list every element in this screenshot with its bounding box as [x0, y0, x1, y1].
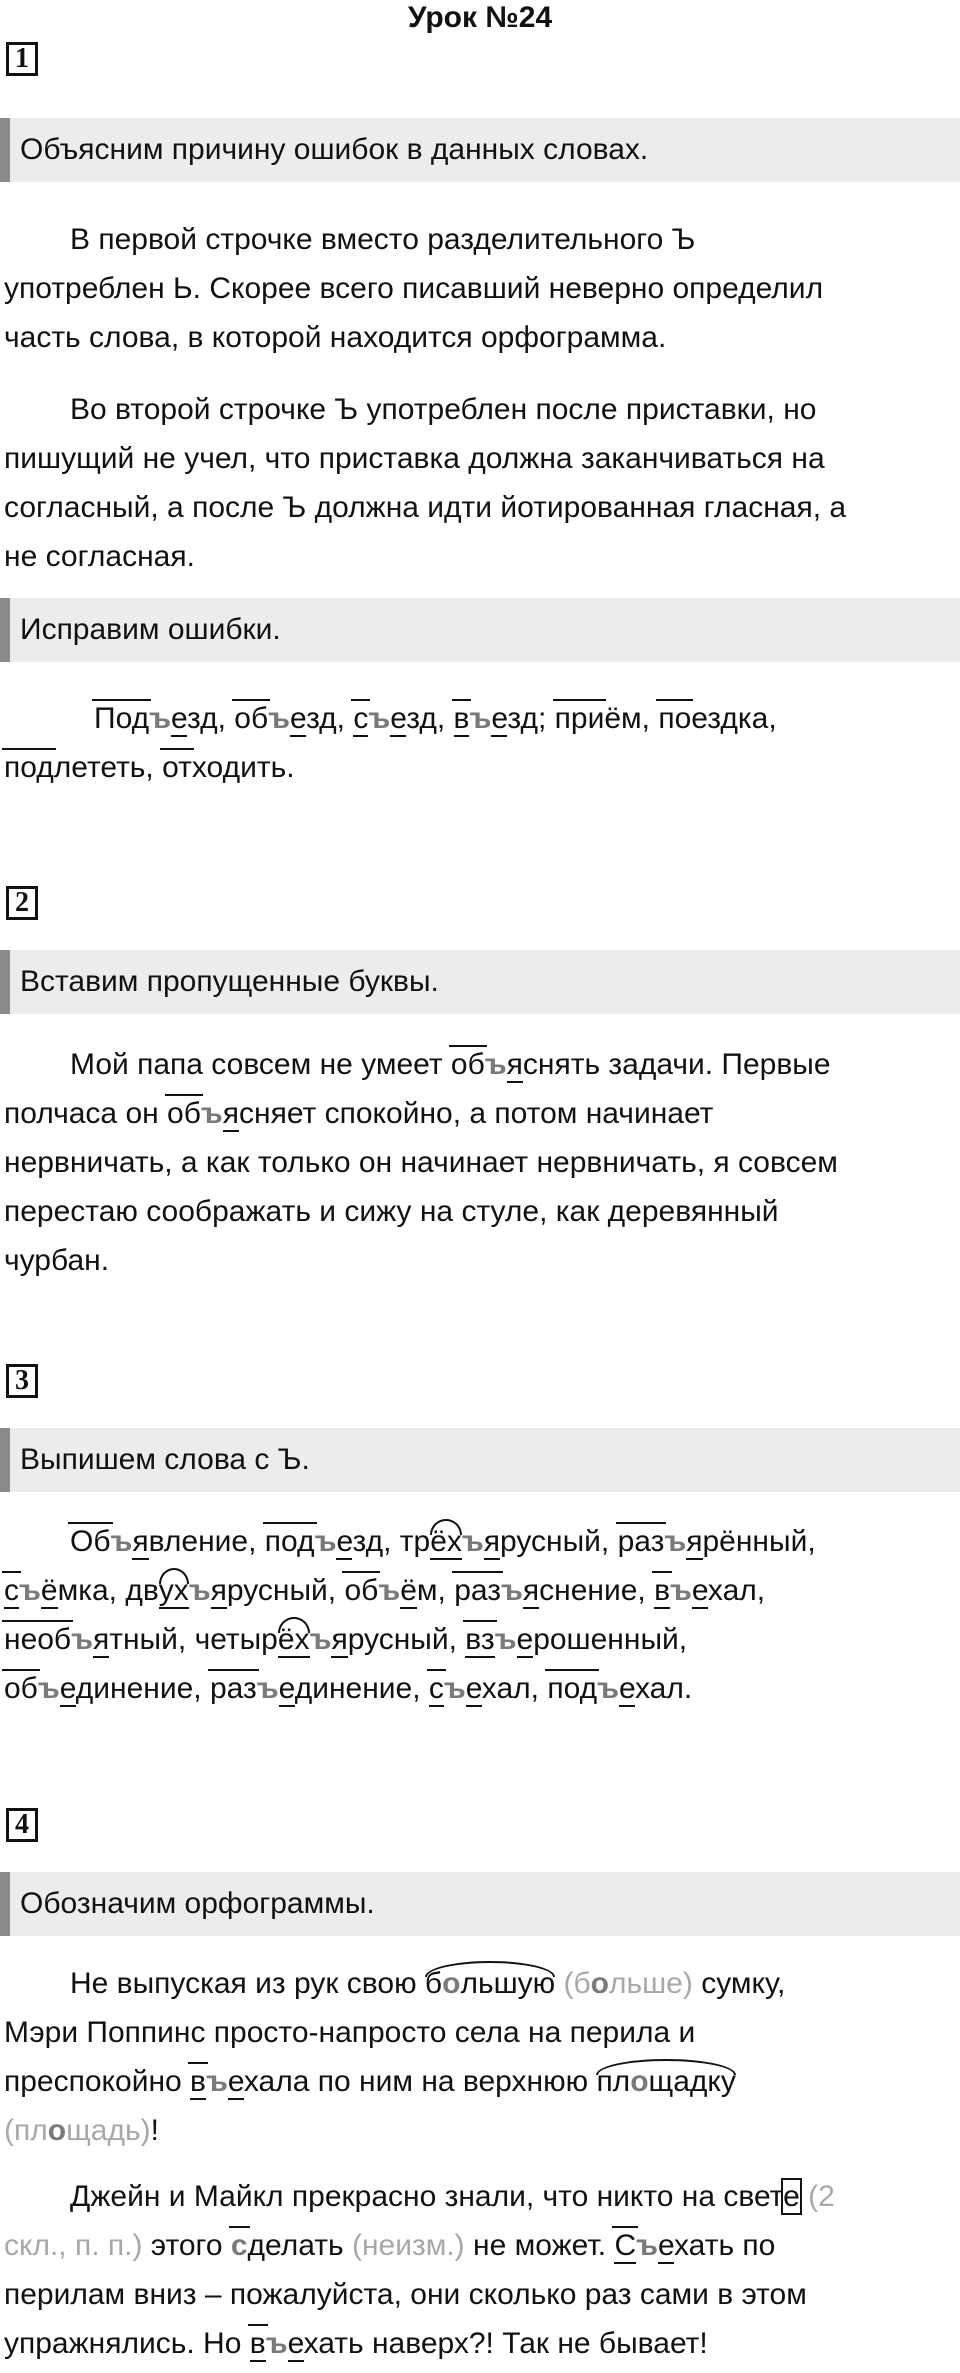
hard-sign: ъ — [378, 1574, 401, 1607]
prefix-mark: вз — [465, 1623, 495, 1656]
word-part: мка, — [57, 1574, 126, 1607]
prefix-mark: об — [344, 1574, 379, 1607]
hard-sign: ъ — [19, 1574, 41, 1607]
underlined-letter: я — [132, 1525, 149, 1558]
check-word — [555, 1967, 693, 2000]
text-line — [4, 1664, 954, 1713]
text-line: В первой строчке вместо разделительного Ъ — [70, 223, 696, 256]
prefix-mark: под — [264, 1525, 315, 1558]
underlined-letter: я — [522, 1574, 540, 1607]
word-part: хал. — [635, 1672, 693, 1705]
word-part: русный, — [226, 1574, 345, 1607]
text-line — [4, 2057, 954, 2106]
underlined-letter: я — [331, 1623, 348, 1656]
word-part: не может. — [464, 2229, 615, 2262]
underlined-letter: е — [59, 1672, 76, 1705]
underlined-letter: я — [686, 1525, 703, 1558]
prefix-mark: с — [4, 1574, 19, 1607]
task-1-instruction-2: Исправим ошибки. — [0, 598, 960, 662]
underlined-letter: е — [691, 1574, 708, 1607]
underlined-letter: е — [465, 1672, 482, 1705]
hard-sign: ъ — [636, 2229, 658, 2262]
text-line: перилам вниз – пожалуйста, они сколько раз сами в этом — [4, 2278, 807, 2311]
prefix-mark: раз — [209, 1672, 257, 1705]
word-part: русный, — [500, 1525, 618, 1558]
root-mark: ёх — [277, 1623, 310, 1656]
prefix-mark: об — [4, 1672, 38, 1705]
hard-sign: ъ — [71, 1623, 93, 1656]
task-4-instruction: Обозначим орфограммы. — [0, 1872, 960, 1936]
text-line — [4, 694, 954, 743]
text-line — [4, 1615, 954, 1664]
underlined-letter: е — [170, 702, 187, 735]
word-part: русный, — [347, 1623, 466, 1656]
underlined-letter: я — [222, 1097, 240, 1130]
text-line — [4, 2319, 954, 2368]
text-line: согласный, а после Ъ должна идти йотированная гласная, а — [4, 491, 847, 524]
text-line: не согласная. — [4, 540, 195, 573]
text-line: употреблен Ь. Скорее всего писавший неверно определил — [4, 272, 824, 305]
prefix-mark: в — [190, 2065, 206, 2098]
vowel-letter: о — [590, 1967, 609, 2000]
hard-sign: ъ — [188, 1574, 211, 1607]
text-line — [4, 1959, 954, 2008]
word-part: ездка, — [691, 702, 777, 735]
prefix-mark: в — [249, 2327, 266, 2360]
underlined-letter: я — [210, 1574, 227, 1607]
hard-sign: ъ — [314, 1525, 337, 1558]
underlined-letter: е — [516, 1623, 534, 1656]
task-4-paragraph-2 — [4, 2172, 954, 2368]
text-line — [4, 1089, 954, 1138]
prefix-mark: об — [234, 702, 269, 735]
task-1-instruction: Объясним причину ошибок в данных словах. — [0, 118, 960, 182]
word-part: Мой папа совсем не умеет — [70, 1048, 451, 1081]
word-part: вление, — [148, 1525, 265, 1558]
word-part: рённый, — [702, 1525, 816, 1558]
word-part: хать наверх?! Так не бывает! — [303, 2327, 708, 2360]
hard-sign: ъ — [501, 1574, 523, 1607]
hard-sign: ъ — [200, 1097, 223, 1130]
task-1-paragraph-2 — [4, 385, 954, 581]
word-part: хал, — [481, 1672, 548, 1705]
prefix-mark: С — [614, 2229, 637, 2262]
word-part: ём, — [604, 702, 659, 735]
ending-box: е — [783, 2180, 800, 2213]
prefix-mark: под — [4, 751, 54, 784]
vowel-letter: о — [442, 1967, 461, 2000]
prefix-mark: с — [353, 702, 369, 735]
underlined-letter: е — [336, 1525, 353, 1558]
hard-sign: ъ — [443, 1672, 466, 1705]
prefix-mark: об — [167, 1097, 201, 1130]
grammar-note: скл., п. п.) — [4, 2229, 143, 2262]
word-part: (пл — [4, 2114, 48, 2147]
underlined-letter: е — [278, 1672, 295, 1705]
underlined-letter: я — [506, 1048, 523, 1081]
task-3-instruction: Выпишем слова с Ъ. — [0, 1428, 960, 1492]
task-4-paragraph-1 — [4, 1959, 954, 2155]
word-part: четыр — [194, 1623, 278, 1656]
word-part: ! — [150, 2114, 159, 2147]
text-line: пишущий не учел, что приставка должна заканчиваться на — [4, 442, 825, 475]
underlined-letter: ё — [400, 1574, 417, 1607]
prefix-mark: от — [162, 751, 192, 784]
underlined-letter: е — [290, 702, 307, 735]
word-part: дв — [125, 1574, 159, 1607]
hard-sign: ъ — [597, 1672, 619, 1705]
text-line — [4, 2221, 954, 2270]
word-part: рошенный, — [533, 1623, 688, 1656]
word-part: сняет спокойно, а потом начинает — [239, 1097, 714, 1130]
underlined-letter: я — [483, 1525, 500, 1558]
underlined-letter: е — [390, 702, 407, 735]
underlined-letter: е — [657, 2229, 675, 2262]
check-word — [4, 2114, 151, 2147]
prefix-mark: раз — [617, 1525, 665, 1558]
text-line: часть слова, в которой находится орфограмма. — [4, 321, 667, 354]
word-part: полчаса он — [4, 1097, 168, 1130]
hard-sign: ъ — [469, 702, 492, 735]
word-part: сумку, — [692, 1967, 786, 2000]
word-part: лететь, — [53, 751, 163, 784]
task-number-2: 2 — [6, 886, 38, 920]
task-number-3: 3 — [6, 1364, 38, 1398]
prefix-mark: об — [450, 1048, 485, 1081]
word-part: м, — [416, 1574, 455, 1607]
prefix-mark: по — [658, 702, 692, 735]
underlined-letter: ё — [40, 1574, 58, 1607]
vowel-letter: о — [630, 2065, 649, 2098]
word-part: снять задачи. Первые — [522, 1048, 831, 1081]
prefix-mark: с — [230, 2229, 248, 2262]
text-line — [4, 743, 954, 792]
hard-sign: ъ — [265, 2327, 288, 2360]
prefix-mark: под — [547, 1672, 598, 1705]
underlined-letter: е — [287, 2327, 304, 2360]
word-part: динение, — [294, 1672, 429, 1705]
word-part: делать — [247, 2229, 352, 2262]
grammar-note: (неизм.) — [351, 2229, 465, 2262]
hard-sign: ъ — [110, 1525, 133, 1558]
lesson-title: Урок №24 — [407, 1, 553, 34]
vowel-letter: о — [47, 2114, 67, 2147]
text-line: перестаю соображать и сижу на стуле, как деревянный — [4, 1195, 779, 1228]
word-part: этого — [142, 2229, 231, 2262]
text-line — [4, 2106, 954, 2155]
word-part: пл — [596, 2065, 631, 2098]
underlined-letter: я — [93, 1623, 110, 1656]
text-line: Во второй строчке Ъ употреблен после приставки, но — [70, 393, 817, 426]
word-part: льшую — [460, 1967, 556, 2000]
text-line — [4, 1566, 954, 1615]
prefix-mark: с — [428, 1672, 444, 1705]
text-line: Мэри Поппинс просто-напросто села на перила и — [4, 2016, 696, 2049]
word-part: зд, — [352, 1525, 400, 1558]
word-part: щадь) — [66, 2114, 151, 2147]
hard-sign: ъ — [670, 1574, 692, 1607]
underlined-letter: е — [491, 702, 508, 735]
hard-sign: ъ — [368, 702, 391, 735]
word-part: тный, — [109, 1623, 195, 1656]
hard-sign: ъ — [205, 2065, 228, 2098]
grammar-note: (2 — [799, 2180, 835, 2213]
word-part: хала по ним на верхнюю — [243, 2065, 597, 2098]
prefix-mark: при — [554, 702, 605, 735]
word-part: Не выпуская из рук свою — [70, 1967, 425, 2000]
prefix-mark: необ — [4, 1623, 72, 1656]
text-line: чурбан. — [4, 1244, 110, 1277]
hard-sign: ъ — [149, 702, 171, 735]
text-line: нервничать, а как только он начинает нервничать, я совсем — [4, 1146, 838, 1179]
task-number-4: 4 — [6, 1808, 38, 1842]
hard-sign: ъ — [484, 1048, 507, 1081]
hard-sign: ъ — [664, 1525, 687, 1558]
word-part: щадку — [648, 2065, 736, 2098]
word-part: динение, — [75, 1672, 210, 1705]
hard-sign: ъ — [37, 1672, 60, 1705]
word-part: (б — [555, 1967, 591, 2000]
word-part: хать по — [674, 2229, 776, 2262]
text-line — [4, 1517, 954, 1566]
root-mark: ёх — [430, 1525, 462, 1558]
root-mark: ух — [158, 1574, 189, 1607]
hard-sign: ъ — [268, 702, 291, 735]
task-3-word-list — [4, 1517, 954, 1713]
underlined-letter: е — [227, 2065, 244, 2098]
text-line — [4, 2172, 954, 2221]
task-number-1: 1 — [6, 42, 38, 76]
word-part: ходить. — [191, 751, 295, 784]
underlined-letter: е — [618, 1672, 636, 1705]
root-mark — [425, 1967, 555, 2000]
prefix-mark: раз — [454, 1574, 502, 1607]
prefix-mark: в — [654, 1574, 671, 1607]
word-part: тр — [399, 1525, 431, 1558]
prefix-mark: в — [453, 702, 470, 735]
prefix-mark: Под — [94, 702, 150, 735]
task-2-paragraph — [4, 1040, 954, 1285]
word-part: льше) — [608, 1967, 693, 2000]
word-part: зд, — [306, 702, 354, 735]
task-2-instruction: Вставим пропущенные буквы. — [0, 950, 960, 1014]
word-part: хал, — [707, 1574, 766, 1607]
task-1-paragraph-1 — [4, 215, 954, 362]
prefix-mark: Об — [70, 1525, 111, 1558]
word-part: упражнялись. Но — [4, 2327, 250, 2360]
hard-sign: ъ — [309, 1623, 332, 1656]
hard-sign: ъ — [256, 1672, 279, 1705]
word-part: снение, — [539, 1574, 655, 1607]
word-part: преспокойно — [4, 2065, 191, 2098]
word-part: б — [424, 1967, 443, 2000]
task-1-corrected-words — [4, 694, 954, 792]
word-part: зд; — [507, 702, 555, 735]
hard-sign: ъ — [461, 1525, 484, 1558]
text-line — [4, 1040, 954, 1089]
word-part: Джейн и Майкл прекрасно знали, что никто на свет — [70, 2180, 784, 2213]
root-mark — [596, 2065, 735, 2098]
word-part: зд, — [406, 702, 454, 735]
hard-sign: ъ — [494, 1623, 517, 1656]
word-part: зд, — [187, 702, 235, 735]
